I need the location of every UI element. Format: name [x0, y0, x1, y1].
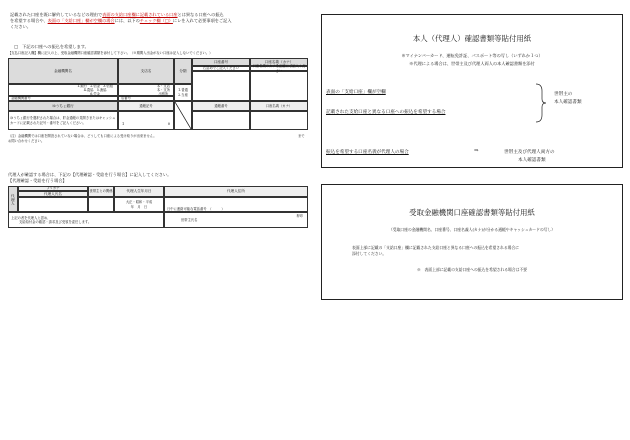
branch-type-options[interactable]: 本・支店 本・支所 出張所: [118, 84, 174, 96]
account-number-header: 口座番号: [192, 58, 250, 66]
branch-header: 支店名: [118, 58, 174, 84]
account-number-field[interactable]: [192, 71, 250, 101]
intro-underlined: チェック欄（□）: [139, 18, 173, 23]
intro-paragraph: [10, 12, 232, 30]
tsucho-kigo-header: 通帳記号: [118, 101, 174, 111]
note-bracket: 【支払口座記入欄】欄に記入の上、受取金融機関口座確認書類を添付して下さい。（※期間入出金がない口座は記入しないでください。）: [8, 51, 213, 55]
intro-text: を希望する場合や、: [10, 18, 48, 23]
checkbox-label: □ 下記の口座への振込を希望します。: [14, 44, 89, 49]
identity-docs-line2: ※代理による場合は、世帯主及び代理人両人の本人確認書類を添付: [409, 61, 535, 66]
yucho-divider: [174, 101, 192, 130]
ymd-label: 年 月 日: [130, 204, 148, 209]
delegate-line-1: 上記の者を代理人と認め、: [11, 215, 51, 220]
warn-text: （注）金融機関では口座を開設されていない場合は、どうしても口座による受け取りが出来ません。: [8, 134, 157, 138]
intro-underlined: 表面の支給口座欄に記載されている口座: [102, 12, 178, 17]
birthdate-field[interactable]: [114, 197, 164, 212]
warn-tail: まで: [298, 134, 305, 138]
birthdate-header: 代理人生年月日: [114, 186, 164, 197]
case-blank-account: 表面の「支給口座」欄が空欄: [326, 90, 386, 95]
yucho-name-header: 口座名義（カナ）: [250, 101, 308, 111]
bank-header: 金融機関名: [8, 58, 118, 84]
class-header: 分類: [174, 58, 192, 84]
bank-docs-line2: 表面上部に記載の「支給口座」欄に記載された支給口座と異なる口座への振込を希望される場合に: [352, 245, 520, 250]
bank-docs-title: 受取金融機関口座確認書類等貼付用紙: [409, 208, 535, 217]
furigana-header: フリガナ: [18, 186, 88, 191]
bank-code-label: 金融機関番号: [8, 96, 118, 101]
warn-text-2: お問い合わせください。: [8, 139, 45, 143]
relation-field[interactable]: [88, 197, 114, 212]
branch-code-label: 店番号: [118, 96, 174, 101]
both-docs-label-2: 本人確認書類: [518, 158, 546, 163]
yucho-name-field[interactable]: [250, 111, 308, 130]
proxy-bracket: 【代理確認・受給を行う場合】: [8, 178, 67, 183]
kigo-prefix-digit: 1: [122, 122, 125, 127]
tsucho-kigo-field[interactable]: [118, 111, 174, 130]
tsucho-bango-header: 通帳番号: [192, 101, 250, 111]
era-options[interactable]: 大正・昭和・平成: [125, 200, 153, 205]
bank-docs-box: [321, 184, 623, 300]
both-docs-label-1: 世帯主及び代理人両方の: [504, 150, 555, 155]
yucho-label: ゆうちょ銀行: [8, 101, 118, 111]
account-name-hint: 口座名義のカナを正確にご記入ください: [250, 66, 308, 71]
account-number-hint: 右詰めでご記入ください: [192, 66, 250, 71]
intro-text: にレを入れて必要事項をご記入: [172, 18, 232, 23]
warn-note: [8, 134, 157, 138]
bank-docs-line4: ※ 表面上部に記載の支給口座への振込を希望される場合は不要: [416, 267, 528, 272]
proxy-table: [8, 186, 308, 228]
delegation-text: [8, 212, 164, 228]
class-options[interactable]: 1.普通 2.当座: [174, 84, 192, 101]
arrow-icon: ⇒: [474, 148, 479, 154]
account-name-field[interactable]: [250, 71, 308, 101]
proxy-side-label: 代理人: [8, 186, 18, 212]
yucho-note: ゆうちょ銀行を選択された場合は、貯金通帳の見開きまたはキャッシュカードに記載された記号・番号をご記入ください。: [8, 111, 118, 130]
account-checkbox-line[interactable]: [14, 44, 89, 50]
case-different-account: 記載された支給口座と異なる口座への振込を希望する場合: [326, 110, 446, 115]
intro-text: には、以下の: [114, 18, 140, 23]
phone-label: 日中に連絡可能な電話番号 （ ）: [167, 206, 225, 211]
kigo-suffix-digit: 0: [167, 122, 170, 127]
intro-text: ください。: [10, 24, 31, 29]
relation-header: 世帯主との関係: [88, 186, 114, 197]
intro-text: 記載された口座を既に解約しているなどの理由で: [10, 12, 103, 17]
address-field[interactable]: [164, 197, 308, 212]
bank-type-options[interactable]: 1.銀行 2.信金 3.信組 4.農協 5.漁協 6.労金: [8, 84, 118, 96]
seal-label: 押印: [296, 214, 303, 218]
case-proxy-account: 振込を希望する口座名義が代理人の場合: [326, 150, 409, 155]
proxy-name-header: 代理人氏名: [18, 191, 88, 197]
delegate-line-2: 支給給付金の確認・請求及び受領を委任します。: [19, 220, 92, 224]
proxy-intro: 代理人が確認する場合は、下記の【代理確認・受給を行う場合】に記入してください。: [8, 172, 172, 177]
brace-icon: [534, 83, 548, 123]
bank-docs-line1: （受取口座の金融機関名、口座番号、口座名義人(カナ)が分かる通帳やキャッシュカードの写し）: [388, 227, 556, 232]
address-header: 代理人住所: [164, 186, 308, 197]
intro-text: とは異なる口座への振込: [177, 12, 224, 17]
householder-label: 世帯主氏名: [181, 217, 198, 222]
identity-docs-box: [321, 14, 623, 168]
bank-table: [8, 58, 308, 130]
intro-underlined: 表面の「支給口座」欄が空欄の場合: [47, 18, 115, 23]
identity-docs-title: 本人（代理人）確認書類等貼付用紙: [412, 34, 532, 43]
account-name-header: 口座名義（カナ）: [250, 58, 308, 66]
proxy-name-field[interactable]: [18, 197, 88, 212]
bank-docs-line3: 添付してください。: [352, 251, 387, 256]
identity-docs-line1: ※マイナンバーカード、運転免許証、パスポート等の写し（いずれか１つ）: [401, 53, 543, 58]
householder-doc-label-2: 本人確認書類: [554, 100, 582, 105]
tsucho-bango-field[interactable]: [192, 111, 250, 130]
householder-field[interactable]: [164, 212, 308, 228]
householder-doc-label-1: 世帯主の: [554, 92, 573, 97]
